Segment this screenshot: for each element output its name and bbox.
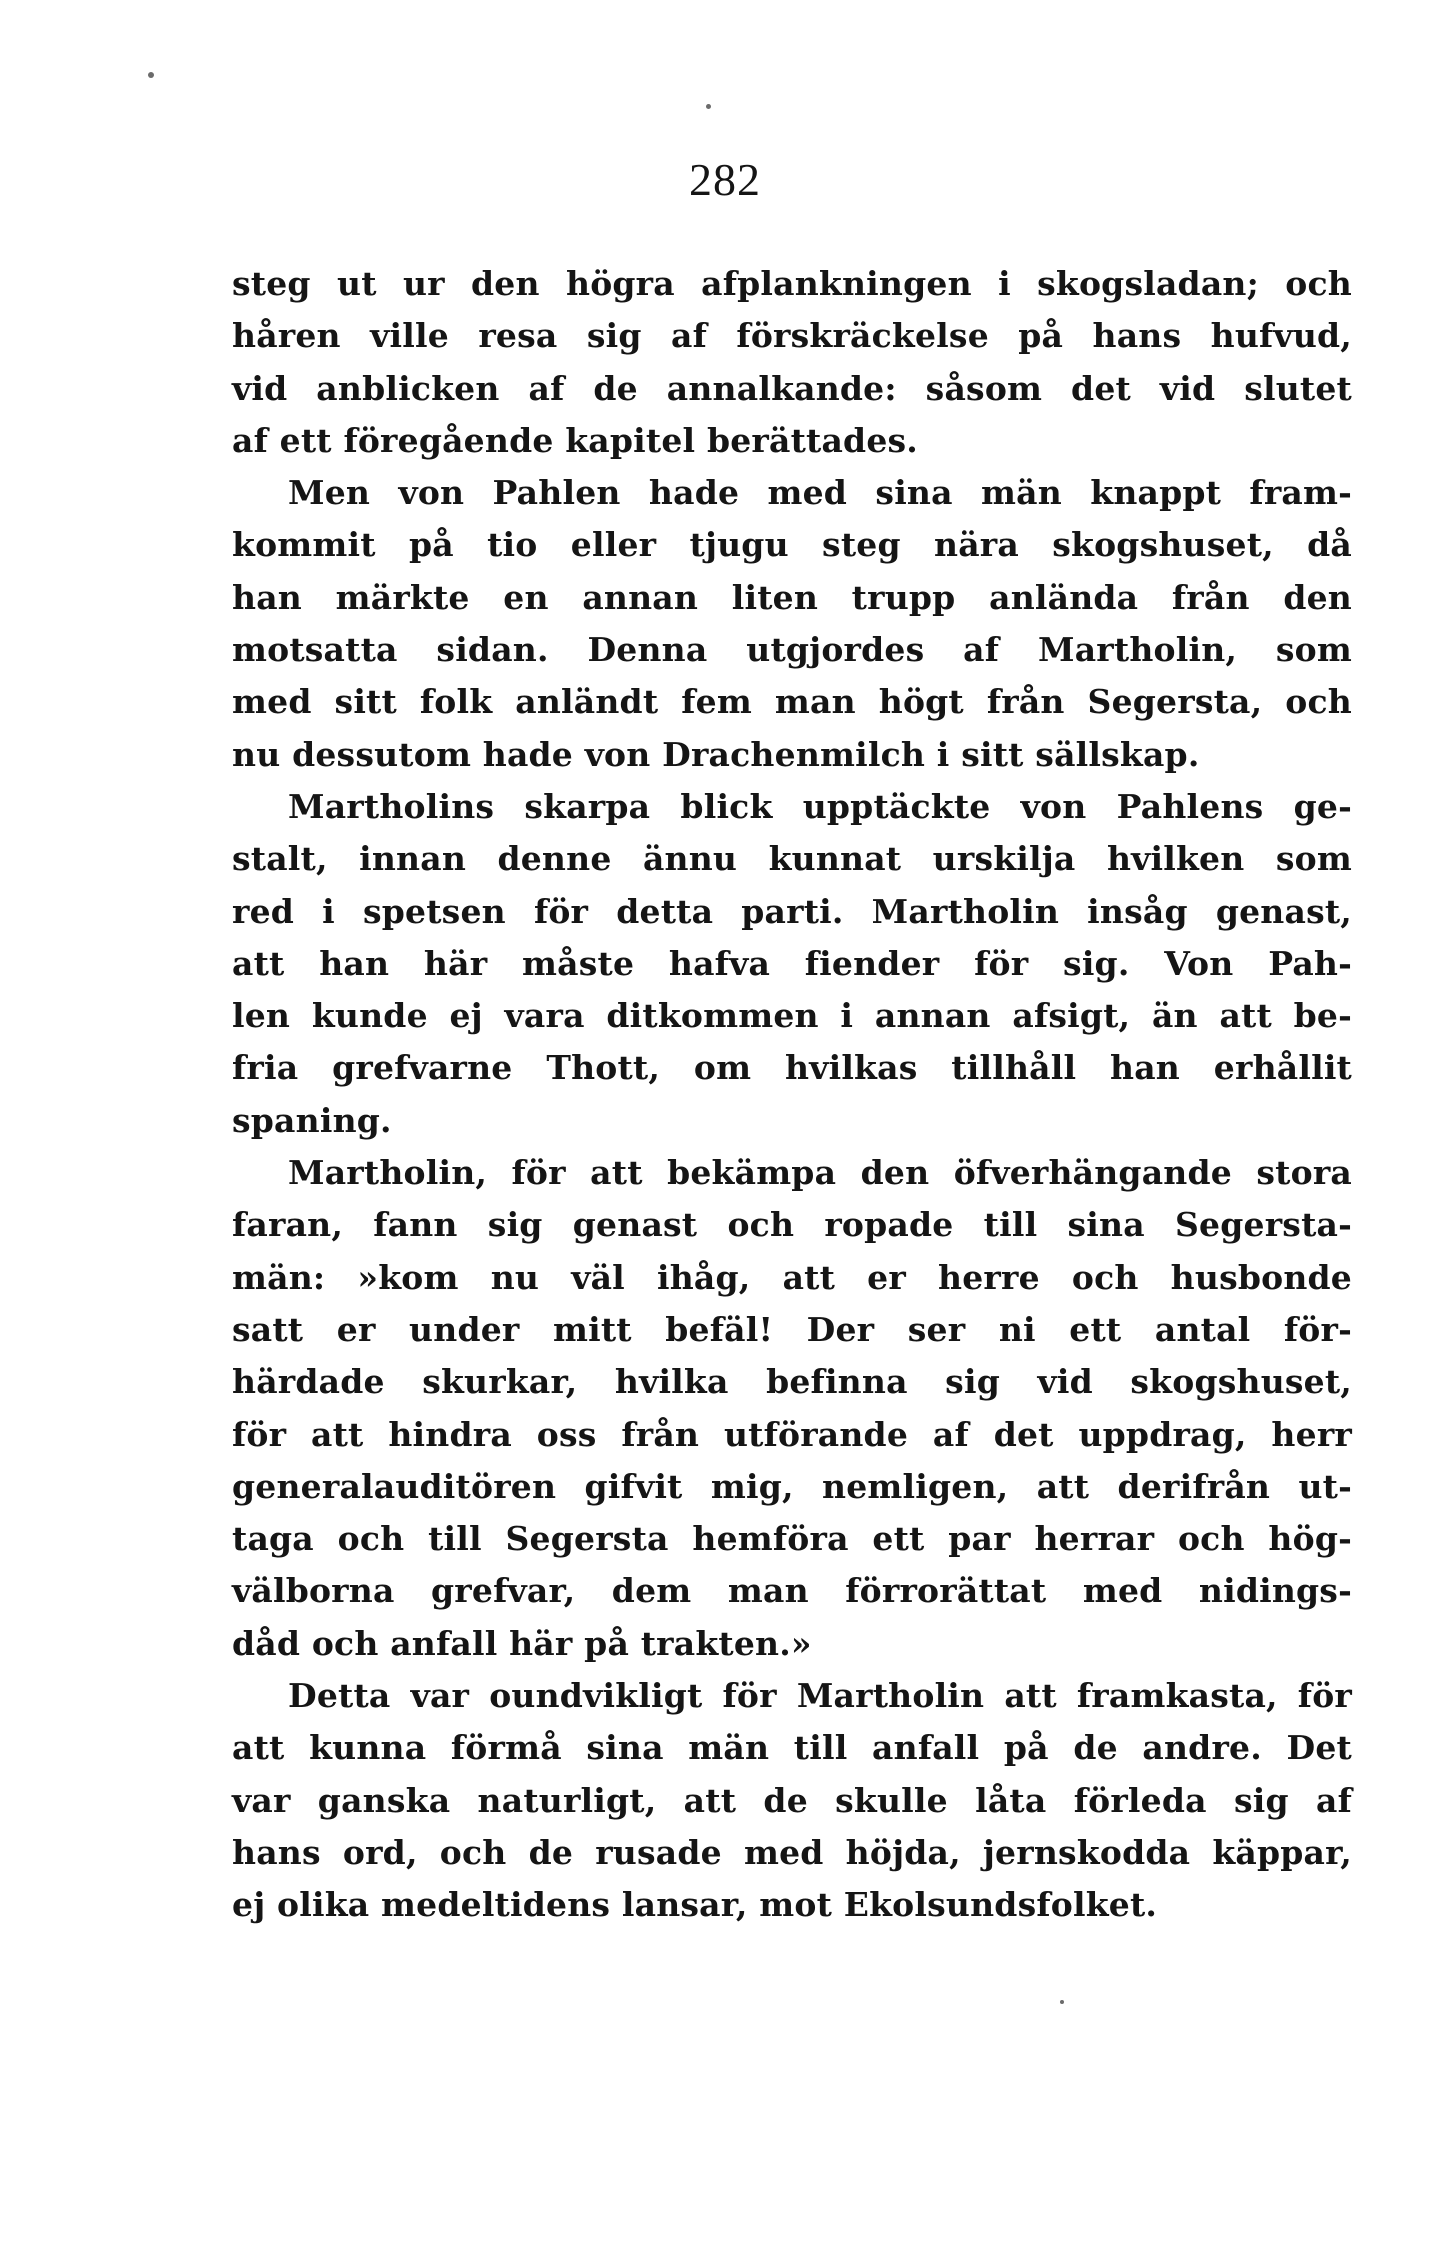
text-line: faran, fann sig genast och ropade till sina Segersta- <box>232 1205 1352 1245</box>
text-line: spaning. <box>232 1100 392 1140</box>
text-line: steg ut ur den högra afplankningen i skogsladan; och <box>232 264 1352 303</box>
text-line: härdade skurkar, hvilka befinna sig vid skogshuset, <box>232 1362 1352 1402</box>
text-line: Detta var oundvikligt för Martholin att framkasta, för <box>288 1676 1352 1716</box>
page-number: 282 <box>689 154 761 205</box>
text-line: dåd och anfall här på trakten.» <box>232 1623 812 1663</box>
text-line: generalauditören gifvit mig, nemligen, att derifrån ut- <box>232 1466 1352 1506</box>
text-line: nu dessutom hade von Drachenmilch i sitt sällskap. <box>232 734 1200 774</box>
text-line: han märkte en annan liten trupp anlända från den <box>232 577 1352 617</box>
text-line: välborna grefvar, dem man förrorättat med nidings- <box>232 1571 1352 1611</box>
text-line: fria grefvarne Thott, om hvilkas tillhåll han erhållit <box>232 1048 1352 1088</box>
text-line: taga och till Segersta hemföra ett par herrar och hög- <box>232 1519 1352 1559</box>
text-line: stalt, innan denne ännu kunnat urskilja hvilken som <box>232 839 1352 879</box>
text-line: att han här måste hafva fiender för sig. Von Pah- <box>232 943 1352 983</box>
text-line: Men von Pahlen hade med sina män knappt fram- <box>288 473 1352 513</box>
text-line: vid anblicken af de annalkande: såsom det vid slutet <box>232 368 1352 408</box>
print-speck <box>148 72 154 78</box>
text-line: ej olika medeltidens lansar, mot Ekolsundsfolket. <box>232 1885 1158 1925</box>
text-line: var ganska naturligt, att de skulle låta förleda sig af <box>232 1780 1352 1820</box>
text-line: Martholins skarpa blick upptäckte von Pahlens ge- <box>288 786 1352 826</box>
text-line: len kunde ej vara ditkommen i annan afsigt, än att be- <box>232 996 1352 1036</box>
text-line: Martholin, för att bekämpa den öfverhängande stora <box>288 1153 1352 1193</box>
text-line: red i spetsen för detta parti. Martholin insåg genast, <box>232 891 1352 931</box>
text-line: hans ord, och de rusade med höjda, jernskodda käppar, <box>232 1832 1352 1872</box>
print-speck <box>706 104 711 109</box>
text-line: för att hindra oss från utförande af det uppdrag, herr <box>232 1414 1352 1454</box>
text-line: motsatta sidan. Denna utgjordes af Martholin, som <box>232 630 1352 670</box>
text-line: män: »kom nu väl ihåg, att er herre och husbonde <box>232 1257 1352 1297</box>
text-line: håren ville resa sig af förskräckelse på hans hufvud, <box>232 316 1352 356</box>
text-line: med sitt folk anländt fem man högt från Segersta, och <box>232 682 1352 722</box>
print-speck <box>1060 2000 1064 2004</box>
body-text <box>232 258 1352 1932</box>
text-line: af ett föregående kapitel berättades. <box>232 420 918 460</box>
text-line: att kunna förmå sina män till anfall på de andre. Det <box>232 1728 1352 1768</box>
text-line: satt er under mitt befäl! Der ser ni ett antal för- <box>232 1309 1352 1349</box>
text-line: kommit på tio eller tjugu steg nära skogshuset, då <box>232 525 1352 565</box>
